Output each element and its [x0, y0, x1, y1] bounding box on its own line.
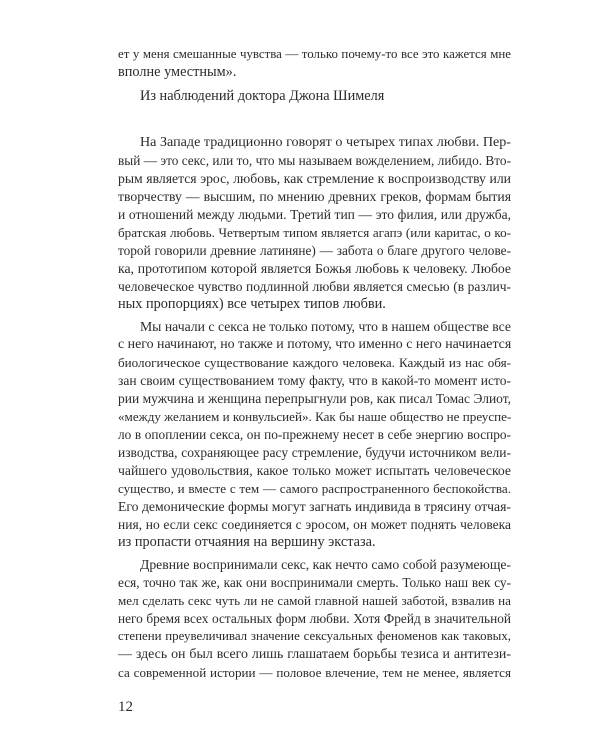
paragraph-1-line-8: ка, прототипом которой является Божья любовь к человеку. Любое: [118, 261, 511, 276]
quote-line-1: ет у меня смешанные чувства — только почему-то все это кажется мне: [118, 47, 511, 61]
paragraph-2-line-10: существо, и вместе с тем — самого распространенного беспокойства.: [118, 481, 511, 496]
paragraph-3-line-5: степени преувеличивал значение сексуальных феноменов как таковых,: [118, 629, 511, 643]
paragraph-1-line-7: торой говорили древние латиняне) — забота о благе другого челове-: [118, 243, 511, 258]
paragraph-3-line-2: еся, точно так же, как они воспринимали смерть. Только наш век су-: [118, 575, 511, 590]
paragraph-2-line-9: чайшего удовольствия, какое только может испытать человеческое: [118, 463, 511, 478]
paragraph-2-line-11: Его демонические формы могут загнать индивида в трясину отчая-: [118, 499, 511, 514]
paragraph-2-line-12: ния, но если секс соединяется с эросом, он может поднять человека: [118, 517, 511, 532]
quote-line-2: вполне уместным».: [118, 64, 237, 80]
paragraph-1-line-1: На Западе традиционно говорят о четырех типах любви. Пер-: [140, 134, 511, 150]
paragraph-3-line-7: са современной истории — половое влечение, тем не менее, является: [118, 665, 511, 680]
paragraph-3-line-3: мел сделать секс чуть ли не самой главной нашей заботой, взвалив на: [118, 593, 511, 608]
paragraph-2-line-13: из пропасти отчаяния на вершину экстаза.: [118, 534, 376, 550]
paragraph-1-line-4: творчеству — высшим, по мнению древних греков, формам бытия: [118, 189, 511, 204]
paragraph-3-line-4: него бремя всех остальных форм любви. Хотя Фрейд в значительной: [118, 611, 511, 626]
paragraph-1-line-2: вый — это секс, или то, что мы называем вожделением, либидо. Вто-: [118, 153, 511, 168]
paragraph-3-line-1: Древние воспринимали секс, как нечто само собой разумеюще-: [140, 557, 511, 572]
quote-attribution: Из наблюдений доктора Джона Шимеля: [140, 88, 385, 104]
paragraph-3-line-6: — здесь он был всего лишь глашатаем борьбы тезиса и антитези-: [118, 647, 511, 662]
paragraph-1-line-3: рым является эрос, любовь, как стремление к воспроизводству или: [118, 171, 511, 186]
paragraph-2-line-6: «между желанием и конвульсией». Как бы наше общество не преуспе-: [118, 409, 512, 424]
page-number: 12: [118, 699, 133, 715]
paragraph-2-line-5: рии мужчина и женщина перепрыгнули ров, как писал Томас Элиот,: [118, 391, 511, 406]
paragraph-2-line-7: ло в опоплении секса, он по-прежнему несет в себе энергию воспро-: [118, 427, 511, 442]
paragraph-2-line-3: биологическое существование каждого человека. Каждый из нас обя-: [118, 355, 511, 370]
paragraph-1-line-6: братская любовь. Четвертым типом является агапэ (или каритас, о ко-: [118, 225, 511, 240]
paragraph-2-line-4: зан своим существованием тому факту, что в какой-то момент исто-: [118, 373, 511, 388]
paragraph-2-line-2: с него начинают, но также и потому, что именно с него начинается: [118, 337, 512, 352]
paragraph-1-line-5: и отношений между людьми. Третий тип — это филия, или дружба,: [118, 207, 511, 222]
paragraph-1-line-9: человеческое чувство подлинной любви является смесью (в различ-: [118, 279, 511, 294]
paragraph-1-line-10: ных пропорциях) все четырех типов любви.: [118, 296, 386, 312]
paragraph-2-line-8: изводства, сохраняющее расу стремление, будучи источником вели-: [118, 445, 511, 460]
paragraph-2-line-1: Мы начали с секса не только потому, что в нашем обществе все: [140, 319, 511, 334]
